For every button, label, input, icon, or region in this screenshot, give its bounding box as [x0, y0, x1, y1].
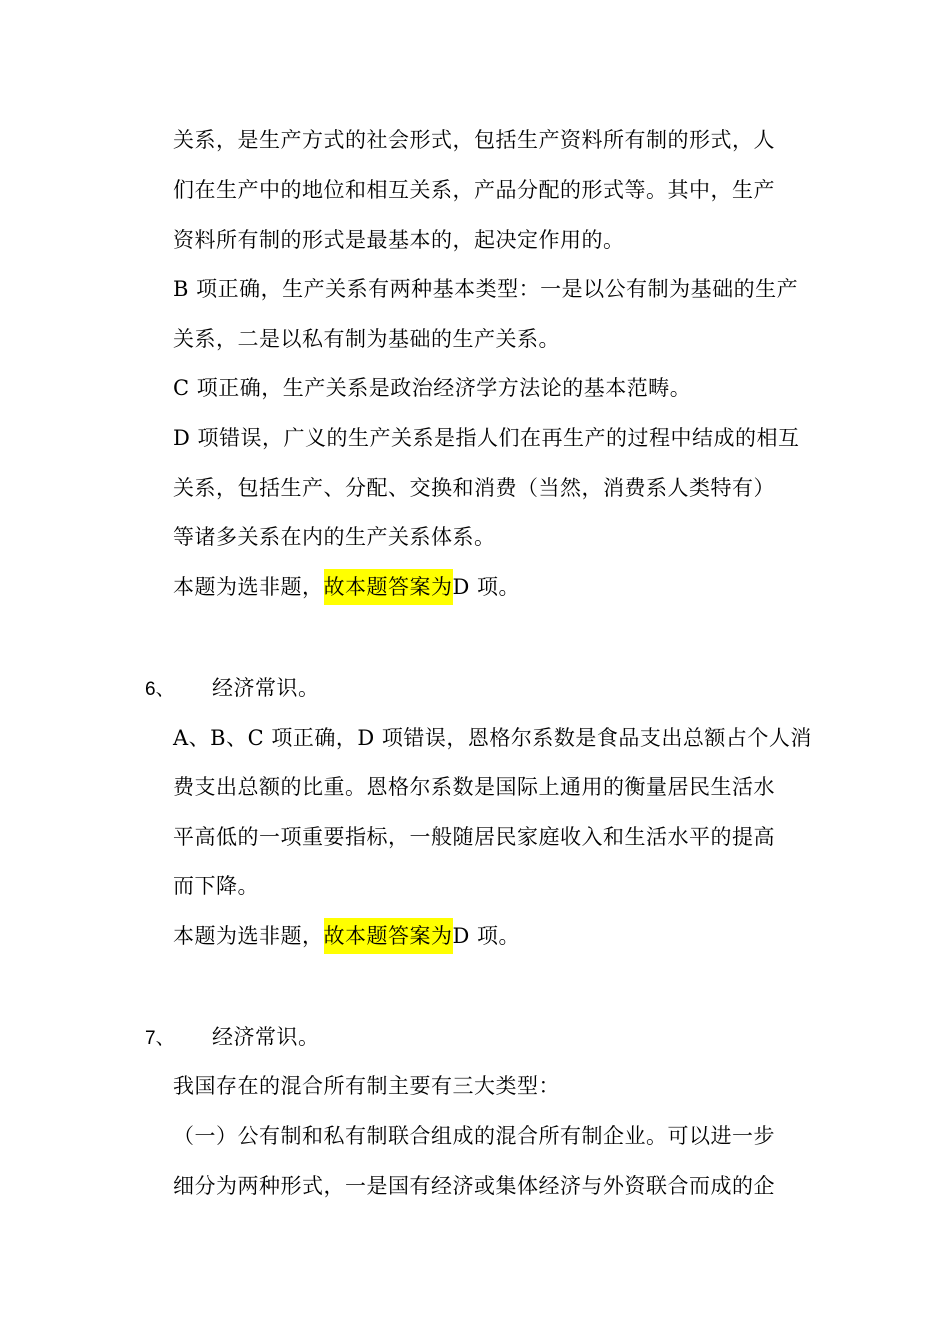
paragraph-line: 关系，是生产方式的社会形式，包括生产资料所有制的形式，人 — [173, 128, 775, 152]
answer-line — [173, 572, 520, 602]
paragraph-line: 关系，包括生产、分配、交换和消费（当然，消费系人类特有） — [173, 476, 775, 500]
paragraph-line: 关系，二是以私有制为基础的生产关系。 — [173, 327, 560, 351]
answer-line — [173, 921, 520, 951]
paragraph-line: D 项错误，广义的生产关系是指人们在再生产的过程中结成的相互 — [173, 426, 800, 450]
paragraph-line: 而下降。 — [173, 874, 259, 898]
question-title: 经济常识。 — [212, 676, 320, 700]
question-number: 7、 — [145, 1028, 175, 1049]
answer-suffix: D 项。 — [452, 924, 521, 948]
question-title: 经济常识。 — [212, 1025, 320, 1049]
paragraph-line: 资料所有制的形式是最基本的，起决定作用的。 — [173, 228, 625, 252]
paragraph-line: 等诸多关系在内的生产关系体系。 — [173, 525, 496, 549]
answer-prefix: 本题为选非题， — [173, 924, 324, 948]
paragraph-line: 们在生产中的地位和相互关系，产品分配的形式等。其中，生产 — [173, 178, 775, 202]
answer-highlight: 故本题答案为 — [324, 569, 453, 605]
paragraph-line: A、B、C 项正确，D 项错误，恩格尔系数是食品支出总额占个人消 — [173, 726, 812, 750]
paragraph-line: C 项正确，生产关系是政治经济学方法论的基本范畴。 — [173, 376, 692, 400]
paragraph-line: 费支出总额的比重。恩格尔系数是国际上通用的衡量居民生活水 — [173, 775, 775, 799]
paragraph-line: （一）公有制和私有制联合组成的混合所有制企业。可以进一步 — [173, 1124, 775, 1148]
paragraph-line: 平高低的一项重要指标，一般随居民家庭收入和生活水平的提高 — [173, 825, 775, 849]
question-number: 6、 — [145, 679, 175, 700]
answer-prefix: 本题为选非题， — [173, 575, 324, 599]
paragraph-line: 我国存在的混合所有制主要有三大类型： — [173, 1074, 560, 1098]
answer-highlight: 故本题答案为 — [324, 918, 453, 954]
paragraph-line: 细分为两种形式，一是国有经济或集体经济与外资联合而成的企 — [173, 1174, 775, 1198]
paragraph-line: B 项正确，生产关系有两种基本类型：一是以公有制为基础的生产 — [173, 277, 799, 301]
answer-suffix: D 项。 — [452, 575, 521, 599]
